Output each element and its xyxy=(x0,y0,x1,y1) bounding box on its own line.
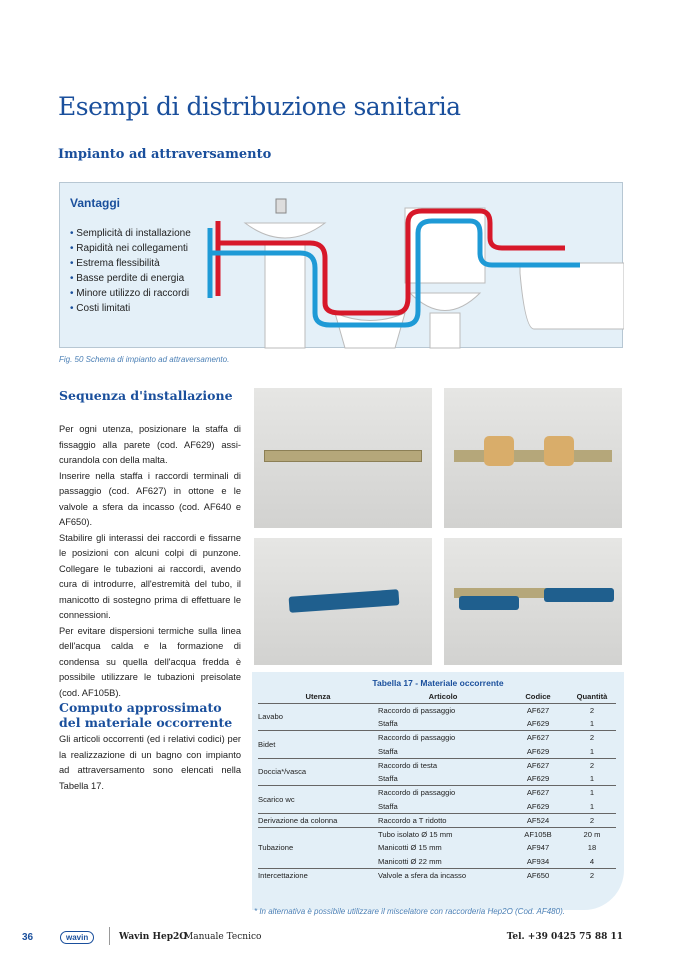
cell-quantita: 1 xyxy=(589,774,595,784)
table-row xyxy=(258,758,616,772)
cell-articolo: Manicotti Ø 22 mm xyxy=(378,856,442,866)
cell-quantita: 2 xyxy=(568,758,616,772)
cell-codice: AF524 xyxy=(508,813,568,827)
cell-codice: AF629 xyxy=(526,774,550,784)
advantage-item: • Estrema flessibilità xyxy=(70,256,191,271)
cell-quantita: 1 xyxy=(589,718,595,728)
table-row xyxy=(258,869,616,883)
cell-codice: AF105B xyxy=(508,827,568,841)
cell-codice: AF650 xyxy=(508,869,568,883)
photo-bracket-fittings xyxy=(444,388,622,528)
table-row xyxy=(258,731,616,745)
page-subtitle: Impianto ad attraversamento xyxy=(58,147,272,162)
cell-codice: AF629 xyxy=(526,718,550,728)
cell-articolo: Raccordo a T ridotto xyxy=(378,813,508,827)
cell-articolo: Raccordo di passaggio xyxy=(378,703,508,717)
cell-quantita: 2 xyxy=(568,703,616,717)
phone-number: Tel. +39 0425 75 88 11 xyxy=(506,932,623,942)
cell-articolo: Staffa xyxy=(378,774,398,784)
advantage-item: • Minore utilizzo di raccordi xyxy=(70,286,191,301)
cell-articolo: Staffa xyxy=(378,718,398,728)
material-table xyxy=(252,672,624,910)
cell-utenza: Derivazione da colonna xyxy=(258,813,378,827)
table-footnote: * In alternativa è possibile utilizzare il miscelatore con raccorderia Hep2O (Cod. AF480). xyxy=(254,907,565,916)
brand-name: Wavin Hep2O xyxy=(119,932,188,942)
cell-articolo: Staffa xyxy=(378,746,398,756)
table-row xyxy=(258,703,616,717)
bathtub-icon xyxy=(520,263,624,329)
table-row xyxy=(258,827,616,841)
advantages-list xyxy=(70,226,191,316)
advantage-item: • Costi limitati xyxy=(70,301,191,316)
advantage-item: • Semplicità di installazione xyxy=(70,226,191,241)
cell-quantita: 1 xyxy=(589,746,595,756)
manual-name: Manuale Tecnico xyxy=(184,932,262,942)
cell-articolo: Staffa xyxy=(378,801,398,811)
cell-codice: AF947 xyxy=(526,843,550,853)
materials-table xyxy=(258,691,616,882)
table-row xyxy=(258,813,616,827)
cell-quantita: 1 xyxy=(589,801,595,811)
cell-utenza: Tubazione xyxy=(258,827,378,868)
cell-articolo: Manicotti Ø 15 mm xyxy=(378,843,442,853)
divider xyxy=(109,927,110,945)
cell-codice: AF627 xyxy=(508,703,568,717)
cell-utenza: Doccia*/vasca xyxy=(258,758,378,786)
col-articolo: Articolo xyxy=(428,692,458,702)
computo-text: Gli articoli occorrenti (ed i relativi codici) per la realizzazione di un bagno con impianto ad attraversamento sono elencati nella Tabella 17. xyxy=(59,734,241,791)
cell-quantita: 2 xyxy=(568,869,616,883)
cell-articolo: Raccordo di passaggio xyxy=(378,731,508,745)
cell-utenza: Intercettazione xyxy=(258,869,378,883)
wavin-logo: wavin xyxy=(60,931,94,944)
figure-caption: Fig. 50 Schema di impianto ad attraversamento. xyxy=(59,355,230,364)
col-quantita: Quantità xyxy=(576,692,608,702)
cell-articolo: Raccordo di passaggio xyxy=(378,786,508,800)
photo-bracket xyxy=(254,388,432,528)
sequence-text xyxy=(59,422,241,701)
cell-codice: AF934 xyxy=(526,856,550,866)
col-utenza: Utenza xyxy=(305,692,331,702)
cell-codice: AF629 xyxy=(526,801,550,811)
cell-codice: AF627 xyxy=(508,758,568,772)
page-title: Esempi di distribuzione sanitaria xyxy=(58,92,461,121)
sequence-heading: Sequenza d'installazione xyxy=(59,388,233,403)
cell-codice: AF629 xyxy=(526,746,550,756)
cell-quantita: 1 xyxy=(568,786,616,800)
page-footer xyxy=(0,930,678,946)
paragraph: Inserire nella staffa i raccordi terminali di passaggio (cod. AF627) in ottone e le valvole a sfera da incasso (cod. AF640 e AF650). xyxy=(59,470,241,527)
table-row xyxy=(258,786,616,800)
cell-quantita: 18 xyxy=(587,843,597,853)
cell-utenza: Lavabo xyxy=(258,703,378,731)
cell-utenza: Scarico wc xyxy=(258,786,378,814)
installation-diagram xyxy=(59,182,623,348)
cell-quantita: 4 xyxy=(589,856,595,866)
cell-codice: AF627 xyxy=(508,731,568,745)
cell-codice: AF627 xyxy=(508,786,568,800)
computo-heading: Computo approssimato del materiale occorrente xyxy=(59,700,233,730)
cell-utenza: Bidet xyxy=(258,731,378,759)
advantages-heading: Vantaggi xyxy=(70,196,121,210)
col-codice: Codice xyxy=(525,692,551,702)
advantage-item: • Rapidità nei collegamenti xyxy=(70,241,191,256)
page-number: 36 xyxy=(22,932,34,943)
photo-insulated-pipe xyxy=(254,538,432,665)
cell-quantita: 2 xyxy=(568,813,616,827)
cell-articolo: Raccordo di testa xyxy=(378,758,508,772)
cell-quantita: 2 xyxy=(568,731,616,745)
bidet-icon xyxy=(335,313,405,348)
paragraph: Per evitare dispersioni termiche sulla linea dell'acqua calda e la formazione di condensa su quella dell'acqua fredda è possibile utilizzare le tubazioni preisolate (cod. AF105B). xyxy=(59,625,241,698)
cell-articolo: Valvole a sfera da incasso xyxy=(378,869,508,883)
paragraph: Stabilire gli interassi dei raccordi e fissarne le posizioni con alcuni colpi di punzone. Collegare le tubazioni ai raccordi, avendo cura di introdurre, all'estremità del tubo, il manicotto di sostegno prima di effettuare le connessioni. xyxy=(59,532,241,620)
cell-quantita: 20 m xyxy=(568,827,616,841)
paragraph: Per ogni utenza, posizionare la staffa di fissaggio alla parete (cod. AF629) assi-curandola con della malta. xyxy=(59,424,241,465)
photo-connected-pipes xyxy=(444,538,622,665)
table-title: Tabella 17 - Materiale occorrente xyxy=(372,678,504,688)
advantage-item: • Basse perdite di energia xyxy=(70,271,191,286)
cell-articolo: Tubo isolato Ø 15 mm xyxy=(378,827,508,841)
